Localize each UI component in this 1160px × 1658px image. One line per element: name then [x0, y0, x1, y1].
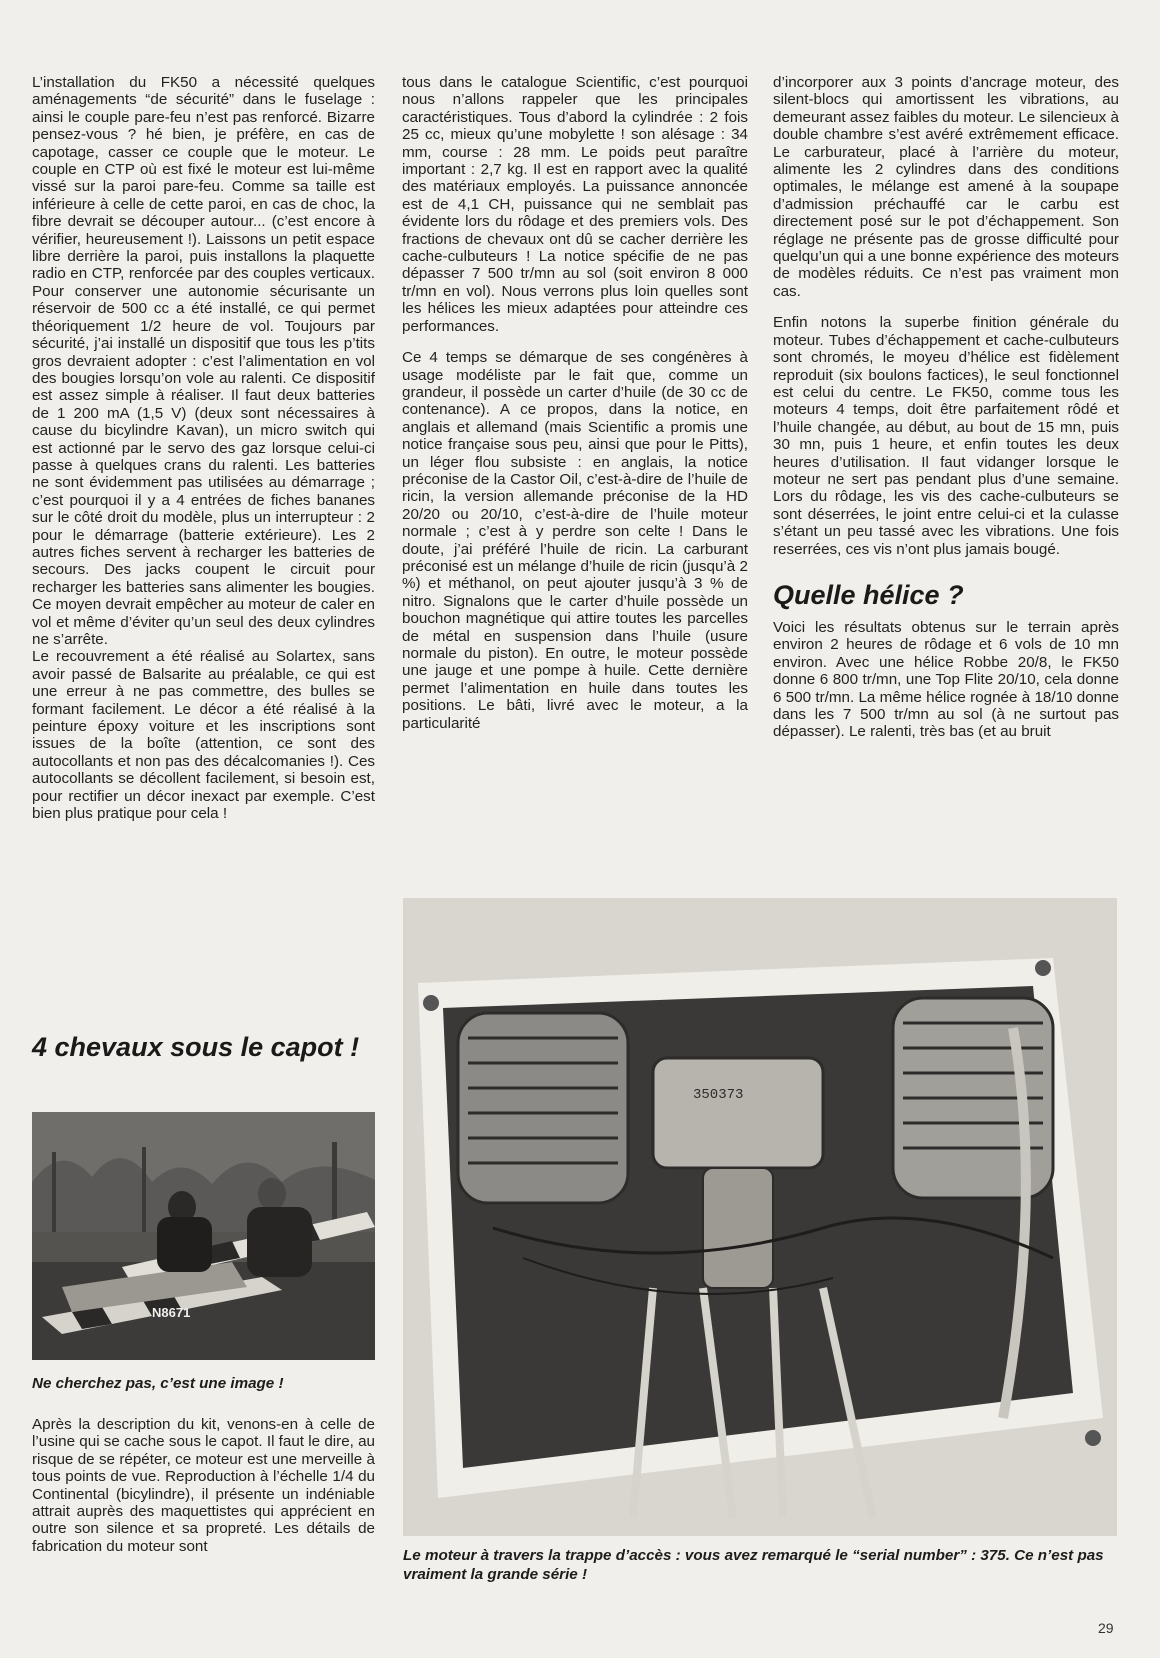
paragraph-recouvrement: Le recouvrement a été réalisé au Solartex, sans avoir passé de Balsarite au préalable, ce qui est une erreur à ne pas commettre, des bulles se formant facilement. Le décor a été réalisé à la peinture époxy voiture et les inscriptions sont issues de la boîte (attention, ce sont des autocollants et non pas des décalcomanies !). Ces autocollants se décollent facilement, si besoin est, pour rectifier un décor inexact par exemple. C’est bien plus pratique pour cela !	[32, 648, 375, 823]
column-2	[402, 74, 748, 732]
caption-plane-photo: Ne cherchez pas, c’est une image !	[32, 1375, 284, 1392]
column-1	[32, 74, 375, 822]
paragraph-installation: L’installation du FK50 a nécessité quelques aménagements “de sécurité” dans le fuselage : ainsi le couple pare-feu n’est pas renforcé. Bizarre pensez-vous ? hé bien, je préfère, en cas de capotage, casser ce couple que le moteur. Le couple en CTP où est fixé le moteur est lui-même vissé sur la paroi pare-feu. Comme sa taille est inférieure à celle de cette paroi, en cas de choc, la fibre devrait se découper autour... (c’est encore à vérifier, heureusement !). Laissons un petit espace libre derrière la paroi, puis installons la plaquette radio en CTP, renforcée par des couples verticaux. Pour conserver une autonomie sécurisante un réservoir de 500 cc a été installé, ce qui permet théoriquement 1/2 heure de vol. Toujours par sécurité, j’ai installé un dispositif que tous les p’tits gros devraient adopter : c’est l’alimentation en vol des bougies lorsqu’on vole au ralenti. Ce dispositif est assez simple à réaliser. Il faut deux batteries de 1 200 mA (1,5 V) (deux sont nécessaires à cause du bicylindre Kavan), un micro switch qui est actionné par le servo des gaz lorsque celui-ci passe à quelques crans du ralenti. Les batteries ne sont évidemment pas utilisées au démarrage ; c’est pourquoi il y a 4 entrées de fiches bananes sur le côté droit du modèle, plus un interrupteur : 2 pour le démarrage (batterie extérieure). Les 2 autres fiches servent à recharger les batteries de secours. Des jacks coupent le circuit pour recharger les batteries sans alimenter les bougies. Ce moyen devrait empêcher au moteur de caler en vol et même d’éviter qu’un seul des deux cylindres ne s’arrête.	[32, 74, 375, 648]
paragraph-finition: Enfin notons la superbe finition générale du moteur. Tubes d’échappement et cache-culbuteurs sont chromés, le moyeu d’hélice est fidèlement reproduit (six boulons factices), le seul fonctionnel est celui du centre. Le FK50, comme tous les moteurs 4 temps, doit être parfaitement rôdé et l’huile changée, au début, au bout de 15 mn, puis 30 mn, puis 1 heure, et enfin toutes les deux heures d’utilisation. Il faut vidanger lorsque le moteur ne sert pas pendant plus d’une semaine. Lors du rôdage, les vis des cache-culbuteurs se sont déserrées, le joint entre celui-ci et la culasse s’étant un peu tassé avec les vibrations. Une fois reserrées, ces vis n’ont plus jamais bougé.	[773, 314, 1119, 558]
heading-4-chevaux: 4 chevaux sous le capot !	[32, 1032, 360, 1062]
paragraph-description-moteur: Après la description du kit, venons-en à celle de l’usine qui se cache sous le capot. Il faut le dire, au risque de se répéter, ce moteur est une merveille à tous points de vue. Reproduction à l’échelle 1/4 du Continental (bicylindre), il présente un indéniable attrait auprès des maquettistes qui apprécient en outre son silence et sa propreté. Les détails de fabrication du moteur sont	[32, 1416, 375, 1555]
engine-illustration	[403, 898, 1117, 1536]
photo-engine-access-hatch	[403, 898, 1117, 1536]
paragraph-silent-blocs: d’incorporer aux 3 points d’ancrage moteur, des silent-blocs qui amortissent les vibrations, au demeurant assez faibles du moteur. Le silencieux à double chambre s’est avéré extrêmement efficace. Le carburateur, placé à l’arrière du moteur, alimente les 2 cylindres dans des conditions optimales, le mélange est amené à la soupape d’admission préchauffé car le carbu est directement posé sur le pot d’échappement. Son réglage ne présente pas de grosse difficulté pour quelqu’un qui a une bonne expérience des moteurs de modèles réduits. Ce n’est pas vraiment mon cas.	[773, 74, 1119, 300]
biplane-illustration	[32, 1112, 375, 1360]
engine-serial-number: 350373	[693, 1087, 744, 1103]
page-number: 29	[1098, 1620, 1114, 1636]
paragraph-resultats: Voici les résultats obtenus sur le terrain après environ 2 heures de rôdage et 6 vols de 10 mn environ. Avec une hélice Robbe 20/8, le FK50 donne 6 800 tr/mn, une Top Flite 20/10, cela donne 6 500 tr/mn. La même hélice rognée à 18/10 donne dans les 7 500 tr/mn au sol (à ne surtout pas dépasser). Le ralenti, très bas (et au bruit	[773, 618, 1119, 741]
column-3	[773, 74, 1119, 741]
paragraph-carter-huile: Ce 4 temps se démarque de ses congénères à usage modéliste par le fait que, comme un grandeur, il possède un carter d’huile (de 30 cc de contenance). A ce propos, dans la notice, en anglais et allemand (mais Scientific a promis une notice française sous peu, ainsi que pour le Pitts), un léger flou subsiste : en anglais, la notice préconise de la Castor Oil, c’est-à-dire de l’huile de ricin, la version allemande préconise de la HD 20/20 ou 20/10, c’est-à-dire de l’huile moteur normale ; c’est à y perdre son celte ! Dans le doute, j’ai préféré l’huile de ricin. La carburant préconisé est un mélange d’huile de ricin (jusqu’à 2 %) et méthanol, on peut ajouter jusqu’à 3 % de nitro. Signalons que le carter d’huile possède un bouchon magnétique qui attire toutes les parcelles de métal en suspension dans l’huile (usure normale du piston). En outre, le moteur possède une jauge et une pompe à huile. Cette dernière permet l’alimentation en huile dans toutes les positions. Le bâti, livré avec le moteur, a la particularité	[402, 349, 748, 732]
heading-quelle-helice: Quelle hélice ?	[773, 579, 964, 610]
photo-biplane-mechanics	[32, 1112, 375, 1360]
plane-registration: N8671	[152, 1305, 191, 1320]
caption-engine-photo: Le moteur à travers la trappe d’accès : vous avez remarqué le “serial number” : 375. Ce n’est pas vraiment la grande série !	[403, 1547, 1104, 1583]
paragraph-caracteristiques: tous dans le catalogue Scientific, c’est pourquoi nous n’allons rappeler que les principales caractéristiques. Tous d’abord la cylindrée : 2 fois 25 cc, mieux qu’une mobylette ! son alésage : 34 mm, course : 28 mm. Le poids peut paraître important : 2,7 kg. Il est en rapport avec la qualité des matériaux employés. La puissance annoncée est de 4,1 CH, puissance qui ne semblait pas évidente lors du rôdage et des premiers vols. Des fractions de chevaux ont dû se cacher derrière les cache-culbuteurs ! La notice spécifie de ne pas dépasser 7 500 tr/mn au sol (soit environ 8 000 tr/mn en vol). Nous verrons plus loin quelles sont les hélices les mieux adaptées pour atteindre ces performances.	[402, 74, 748, 335]
